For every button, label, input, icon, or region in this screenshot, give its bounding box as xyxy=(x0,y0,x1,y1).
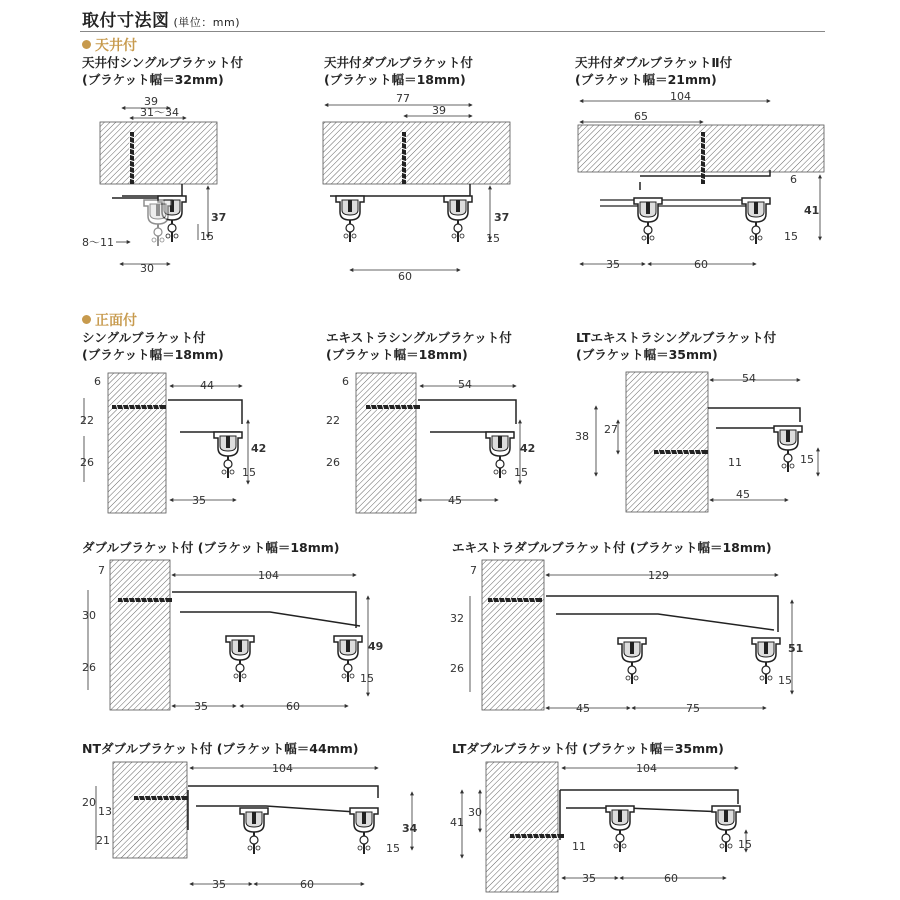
diagram-ceiling-single xyxy=(82,95,226,275)
caption-3: 天井付ダブルブラケットⅡ付 (ブラケット幅＝21mm) xyxy=(575,55,733,87)
dim-15b: 15 xyxy=(486,232,500,245)
dim-11b: 11 xyxy=(572,840,586,853)
dim-42: 42 xyxy=(251,442,267,455)
dim-60e: 60 xyxy=(300,878,314,891)
dim-41b: 41 xyxy=(450,816,464,829)
dim-26b: 26 xyxy=(326,456,340,469)
dim-75: 75 xyxy=(686,702,700,715)
dim-65: 65 xyxy=(634,110,648,123)
diagram-front-single xyxy=(80,373,266,513)
dim-104d: 104 xyxy=(636,762,657,775)
dim-44: 44 xyxy=(200,379,214,392)
dim-60f: 60 xyxy=(664,872,678,885)
dim-27: 27 xyxy=(604,423,618,436)
dim-15d: 15 xyxy=(242,466,256,479)
dim-45c: 45 xyxy=(576,702,590,715)
dim-15j: 15 xyxy=(738,838,752,851)
dim-60c: 60 xyxy=(694,258,708,271)
diagram-ceiling-double xyxy=(323,92,510,283)
page-title: 取付寸法図 (単位：mm) xyxy=(82,11,241,31)
diagram-front-lt-double xyxy=(450,762,752,892)
diagram-front-extra-single xyxy=(326,373,535,513)
dim-77: 77 xyxy=(396,92,410,105)
dim-39: 39 xyxy=(144,95,158,108)
caption-10: LTダブルブラケット付 (ブラケット幅＝35mm) xyxy=(452,741,724,756)
diagram-front-extra-double xyxy=(450,560,803,715)
dim-22: 22 xyxy=(80,414,94,427)
dim-22b: 22 xyxy=(326,414,340,427)
caption-1: 天井付シングルブラケット付 (ブラケット幅＝32mm) xyxy=(82,55,243,87)
dim-7: 7 xyxy=(98,564,105,577)
dim-104b: 104 xyxy=(258,569,279,582)
dim-15i: 15 xyxy=(386,842,400,855)
dim-7b: 7 xyxy=(470,564,477,577)
dim-32: 32 xyxy=(450,612,464,625)
dim-6: 6 xyxy=(790,173,797,186)
dim-15e: 15 xyxy=(514,466,528,479)
dim-60d: 60 xyxy=(286,700,300,713)
dim-13: 13 xyxy=(98,805,112,818)
dim-26c: 26 xyxy=(82,661,96,674)
dim-26d: 26 xyxy=(450,662,464,675)
dim-54b: 54 xyxy=(742,372,756,385)
dim-15g: 15 xyxy=(360,672,374,685)
dim-11: 11 xyxy=(728,456,742,469)
dim-49: 49 xyxy=(368,640,384,653)
section-ceiling: 天井付 xyxy=(82,35,137,55)
caption-4: シングルブラケット付 (ブラケット幅＝18mm) xyxy=(82,330,224,362)
dim-15f: 15 xyxy=(800,453,814,466)
dim-15c: 15 xyxy=(784,230,798,243)
dim-35e: 35 xyxy=(582,872,596,885)
dim-6b: 6 xyxy=(94,375,101,388)
dim-8-11: 8～11 xyxy=(82,236,114,249)
dim-104: 104 xyxy=(670,90,691,103)
dim-39b: 39 xyxy=(432,104,446,117)
dim-15: 15 xyxy=(200,230,214,243)
dim-30b: 30 xyxy=(82,609,96,622)
dim-45b: 45 xyxy=(736,488,750,501)
dim-31-34: 31～34 xyxy=(140,106,179,119)
dim-35b: 35 xyxy=(192,494,206,507)
dim-30: 30 xyxy=(140,262,154,275)
dim-54: 54 xyxy=(458,378,472,391)
dim-38: 38 xyxy=(575,430,589,443)
dim-30c: 30 xyxy=(468,806,482,819)
dim-26: 26 xyxy=(80,456,94,469)
caption-7: ダブルブラケット付 (ブラケット幅＝18mm) xyxy=(82,540,340,555)
dim-129: 129 xyxy=(648,569,669,582)
diagram-front-nt-double xyxy=(82,762,418,891)
dim-34: 34 xyxy=(402,822,418,835)
dim-60: 60 xyxy=(398,270,412,283)
dim-37b: 37 xyxy=(494,211,510,224)
dim-35: 35 xyxy=(606,258,620,271)
diagram-ceiling-double-2 xyxy=(578,90,824,271)
caption-5: エキストラシングルブラケット付 (ブラケット幅＝18mm) xyxy=(326,330,512,362)
dim-15h: 15 xyxy=(778,674,792,687)
dim-42b: 42 xyxy=(520,442,536,455)
dim-41: 41 xyxy=(804,204,820,217)
caption-6: LTエキストラシングルブラケット付 (ブラケット幅＝35mm) xyxy=(576,330,777,362)
diagram-front-double xyxy=(82,560,383,713)
caption-2: 天井付ダブルブラケット付 (ブラケット幅＝18mm) xyxy=(324,55,473,87)
caption-9: NTダブルブラケット付 (ブラケット幅＝44mm) xyxy=(82,741,359,756)
section-front: 正面付 xyxy=(82,310,137,330)
dim-35c: 35 xyxy=(194,700,208,713)
dim-51: 51 xyxy=(788,642,804,655)
diagram-front-lt-extra-single xyxy=(575,372,818,512)
dim-6c: 6 xyxy=(342,375,349,388)
dim-104c: 104 xyxy=(272,762,293,775)
dim-35d: 35 xyxy=(212,878,226,891)
caption-8: エキストラダブルブラケット付 (ブラケット幅＝18mm) xyxy=(452,540,772,555)
dim-20: 20 xyxy=(82,796,96,809)
dim-21: 21 xyxy=(96,834,110,847)
dim-45: 45 xyxy=(448,494,462,507)
dim-37: 37 xyxy=(211,211,227,224)
